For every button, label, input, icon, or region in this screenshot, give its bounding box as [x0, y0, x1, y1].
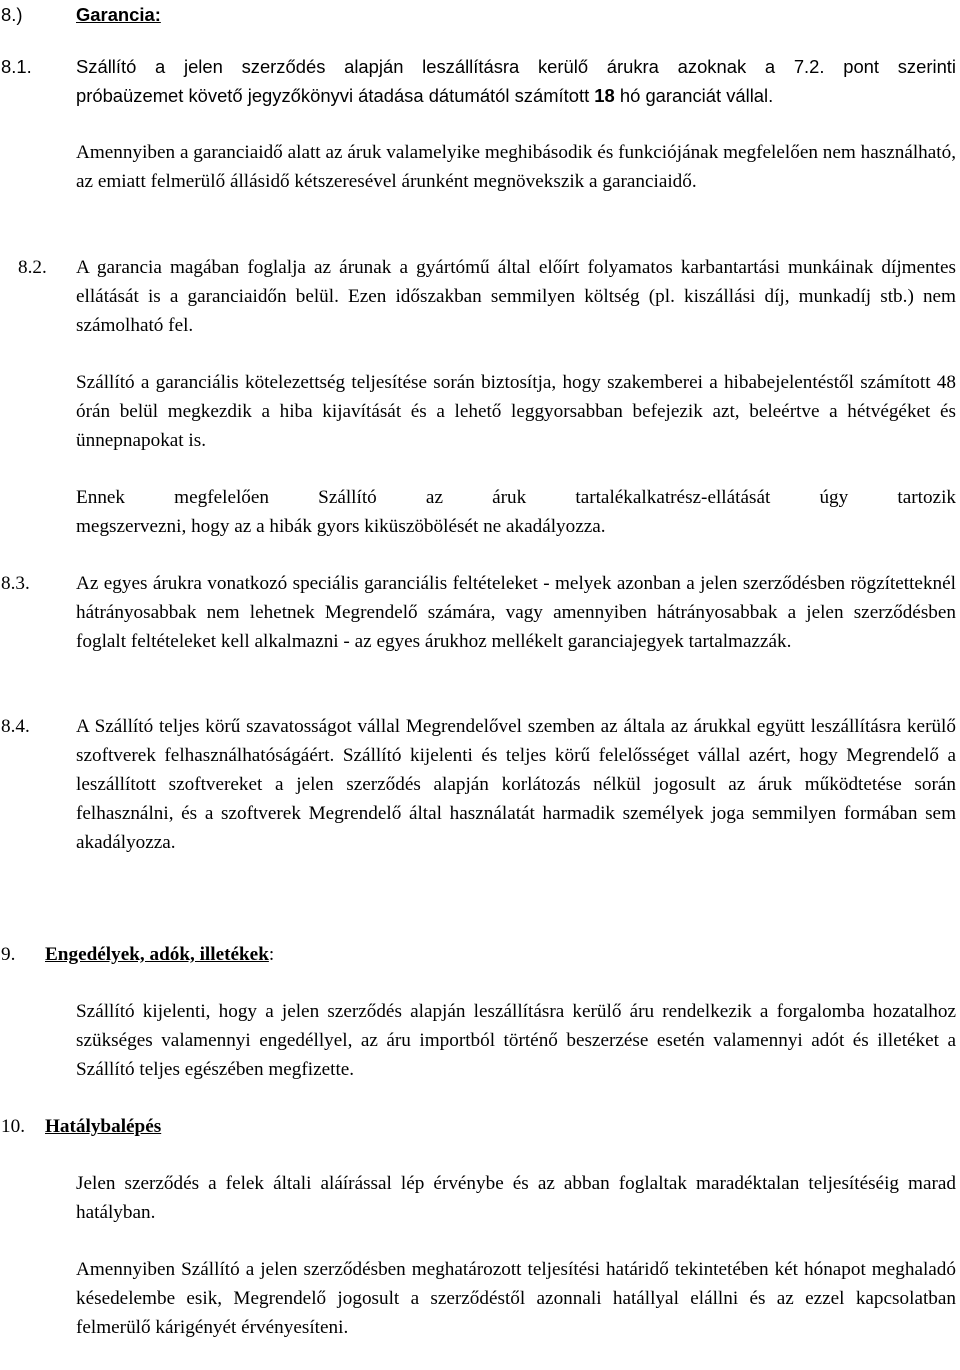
clause-8-4-number: 8.4.	[1, 716, 30, 737]
section-10-paragraph-2: Amennyiben Szállító a jelen szerződésben meghatározott teljesítési határidő tekintetében két hónapot meghaladó késedelembe esik, Megrendelő jogosult a szerződéstől azonnali hatállyal elállni és az ezzel kapcsolatban felmerülő kárigényét érvényesíteni.	[76, 1259, 956, 1338]
clause-8-2-paragraph-2: Szállító a garanciális kötelezettség teljesítése során biztosítja, hogy szakemberei a hibabejelentéstől számított 48 órán belül megkezdik a hiba kijavítását és a lehető leggyorsabban befejezik azt, beleértve a hétvégéket és ünnepnapokat is.	[76, 372, 956, 451]
section-9-number: 9.	[1, 944, 16, 965]
clause-8-2-paragraph-3	[76, 483, 956, 541]
clause-8-1-line-2c: hó garanciát vállal.	[614, 85, 774, 106]
clause-8-1-number: 8.1.	[1, 56, 32, 77]
section-8-number: 8.)	[1, 4, 23, 25]
clause-8-3-number: 8.3.	[1, 573, 30, 594]
section-9-text: Szállító kijelenti, hogy a jelen szerződés alapján leszállításra kerülő áru rendelkezik a forgalomba hozatalhoz szükséges valamennyi engedéllyel, az áru importból történő beszerzése esetén valamennyi adót és illetéket a Szállító teljes egészében megfizette.	[76, 1001, 956, 1080]
section-10-paragraph-1: Jelen szerződés a felek általi aláírással lép érvénybe és az abban foglaltak maradéktalan teljesítéséig marad hatályban.	[76, 1173, 956, 1223]
clause-8-3-text: Az egyes árukra vonatkozó speciális garanciális feltételeket - melyek azonban a jelen szerződésben rögzítetteknél hátrányosabbak nem lehetnek Megrendelő számára, vagy amennyiben hátrányosabbak a jelen szerződésben foglalt feltételeket kell alkalmazni - az egyes árukhoz mellékelt garanciajegyek tartalmazzák.	[76, 573, 956, 652]
clause-8-2-paragraph-3-line-2: megszervezni, hogy az a hibák gyors kiküszöbölését ne akadályozza.	[76, 516, 606, 537]
clause-8-2-paragraph-3-line-1: Ennek megfelelően Szállító az áruk tartalékalkatrész-ellátását úgy tartozik	[76, 487, 956, 508]
section-8-title: Garancia:	[76, 4, 161, 25]
section-9-heading	[45, 940, 274, 969]
clause-8-2-number: 8.2.	[18, 257, 47, 278]
section-10-title: Hatálybalépés	[45, 1116, 162, 1137]
clause-8-1-line-2	[76, 81, 956, 110]
clause-8-2-text: A garancia magában foglalja az árunak a gyártómű által előírt folyamatos karbantartási munkáinak díjmentes ellátását is a garanciaidőn belül. Ezen időszakban semmilyen költség (pl. kiszállási díj, munkadíj stb.) nem számolható fel.	[76, 257, 956, 336]
section-10-number: 10.	[1, 1116, 25, 1137]
section-9-colon: :	[268, 944, 275, 965]
clause-8-1-text	[76, 52, 956, 110]
section-9-title: Engedélyek, adók, illetékek	[45, 944, 269, 965]
clause-8-4-text: A Szállító teljes körű szavatosságot vállal Megrendelővel szemben az általa az árukkal együtt leszállításra kerülő szoftverek felhasználhatóságáért. Szállító kijelenti és teljes körű felelősséget vállal azért, hogy Megrendelő a leszállított szoftvereket a jelen szerződés alapján korlátozás nélkül jogosult az áruk működtetése során felhasználni, és a szoftverek Megrendelő által használatát harmadik személyek joga semmilyen formában sem akadályozza.	[76, 716, 956, 853]
clause-8-1-line-2a: próbaüzemet követő jegyzőkönyvi átadása dátumától számított	[76, 85, 595, 106]
clause-8-1-paragraph-2: Amennyiben a garanciaidő alatt az áruk valamelyike meghibásodik és funkciójának megfelelően nem használható, az emiatt felmerülő állásidő kétszeresével árunként megnövekszik a garanciaidő.	[76, 142, 956, 192]
clause-8-1-line-1: Szállító a jelen szerződés alapján leszállításra kerülő árukra azoknak a 7.2. pont szerinti	[76, 56, 956, 77]
clause-8-1-months: 18	[594, 85, 615, 106]
